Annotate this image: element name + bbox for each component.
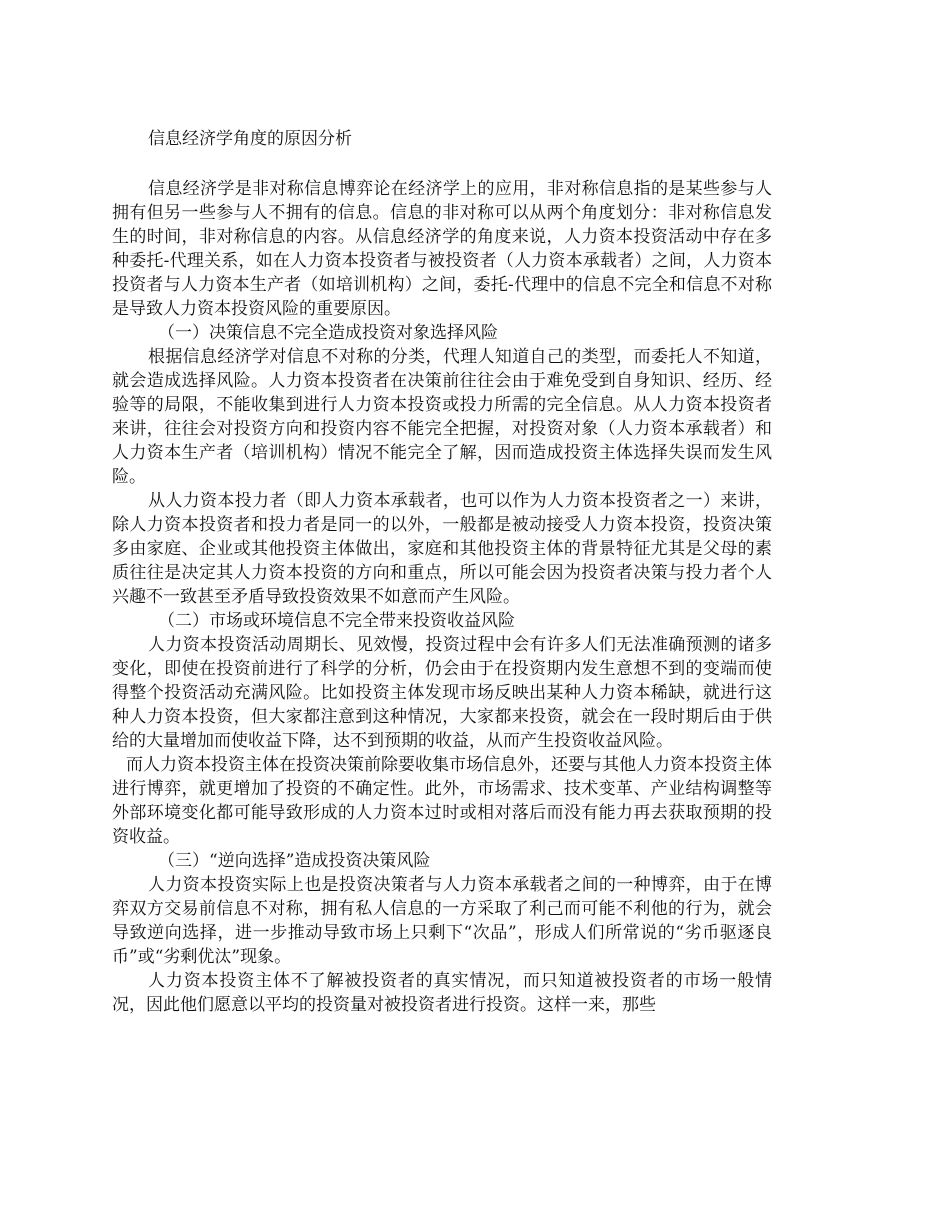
subheading-adverse-selection: （三）“逆向选择”造成投资决策风险 [158,851,431,871]
paragraph-investor-info: 人力资本投资主体不了解被投资者的真实情况，而只知道被投资者的市场一般情况，因此他们愿意以平均的投资量对被投资者进行投资。这样一来，那些 [112,971,772,1015]
subheading-decision-risk: （一）决策信息不完全造成投资对象选择风险 [158,323,498,343]
paragraph-intro: 信息经济学是非对称信息博弈论在经济学上的应用，非对称信息指的是某些参与人拥有但另一些参与人不拥有的信息。信息的非对称可以从两个角度划分：非对称信息发生的时间，非对称信息的内容。从信息经济学的角度来说，人力资本投资活动中存在多种委托-代理关系，如在人力资本投资者与被投资者（人力资本承载者）之间，人力资本投资者与人力资本生产者（如培训机构）之间，委托-代理中的信息不完全和信息不对称是导致人力资本投资风险的重要原因。 [112,179,772,319]
paragraph-investee-perspective: 从人力资本投力者（即人力资本承载者，也可以作为人力资本投资者之一）来讲，除人力资本投资者和投力者是同一的以外，一般都是被动接受人力资本投资，投资决策多由家庭、企业或其他投资主体做出，家庭和其他投资主体的背景特征尤其是父母的素质往往是决定其人力资本投资的方向和重点，所以可能会因为投资者决策与投力者个人兴趣不一致甚至矛盾导致投资效果不如意而产生风险。 [112,491,772,607]
document-page [112,127,772,1017]
subheading-return-risk: （二）市场或环境信息不完全带来投资收益风险 [158,611,515,631]
paragraph-uncertainty: 而人力资本投资主体在投资决策前除要收集市场信息外，还要与其他人力资本投资主体进行博弈，就更增加了投资的不确定性。此外，市场需求、技术变革、产业结构调整等外部环境变化都可能导致形成的人力资本过时或相对落后而没有能力再去获取预期的投资收益。 [112,755,772,847]
paragraph-return-risk: 人力资本投资活动周期长、见效慢，投资过程中会有许多人们无法准确预测的诸多变化，即使在投资前进行了科学的分析，仍会由于在投资期内发生意想不到的变端而使得整个投资活动充满风险。比如投资主体发现市场反映出某种人力资本稀缺，就进行这种人力资本投资，但大家都注意到这种情况，大家都来投资，就会在一段时期后由于供给的大量增加而使收益下降，达不到预期的收益，从而产生投资收益风险。 [112,635,772,751]
section-title: 信息经济学角度的原因分析 [148,129,352,149]
paragraph-adverse-selection: 人力资本投资实际上也是投资决策者与人力资本承载者之间的一种博弈，由于在博弈双方交易前信息不对称，拥有私人信息的一方采取了利己而可能不利他的行为，就会导致逆向选择，进一步推动导致市场上只剩下“次品”，形成人们所常说的“劣币驱逐良币”或“劣剩优汰”现象。 [112,875,772,967]
paragraph-decision-risk: 根据信息经济学对信息不对称的分类，代理人知道自己的类型，而委托人不知道，就会造成选择风险。人力资本投资者在决策前往往会由于难免受到自身知识、经历、经验等的局限，不能收集到进行人力资本投资或投力所需的完全信息。从人力资本投资者来讲，往往会对投资方向和投资内容不能完全把握，对投资对象（人力资本承载者）和人力资本生产者（培训机构）情况不能完全了解，因而造成投资主体选择失误而发生风险。 [112,347,772,487]
